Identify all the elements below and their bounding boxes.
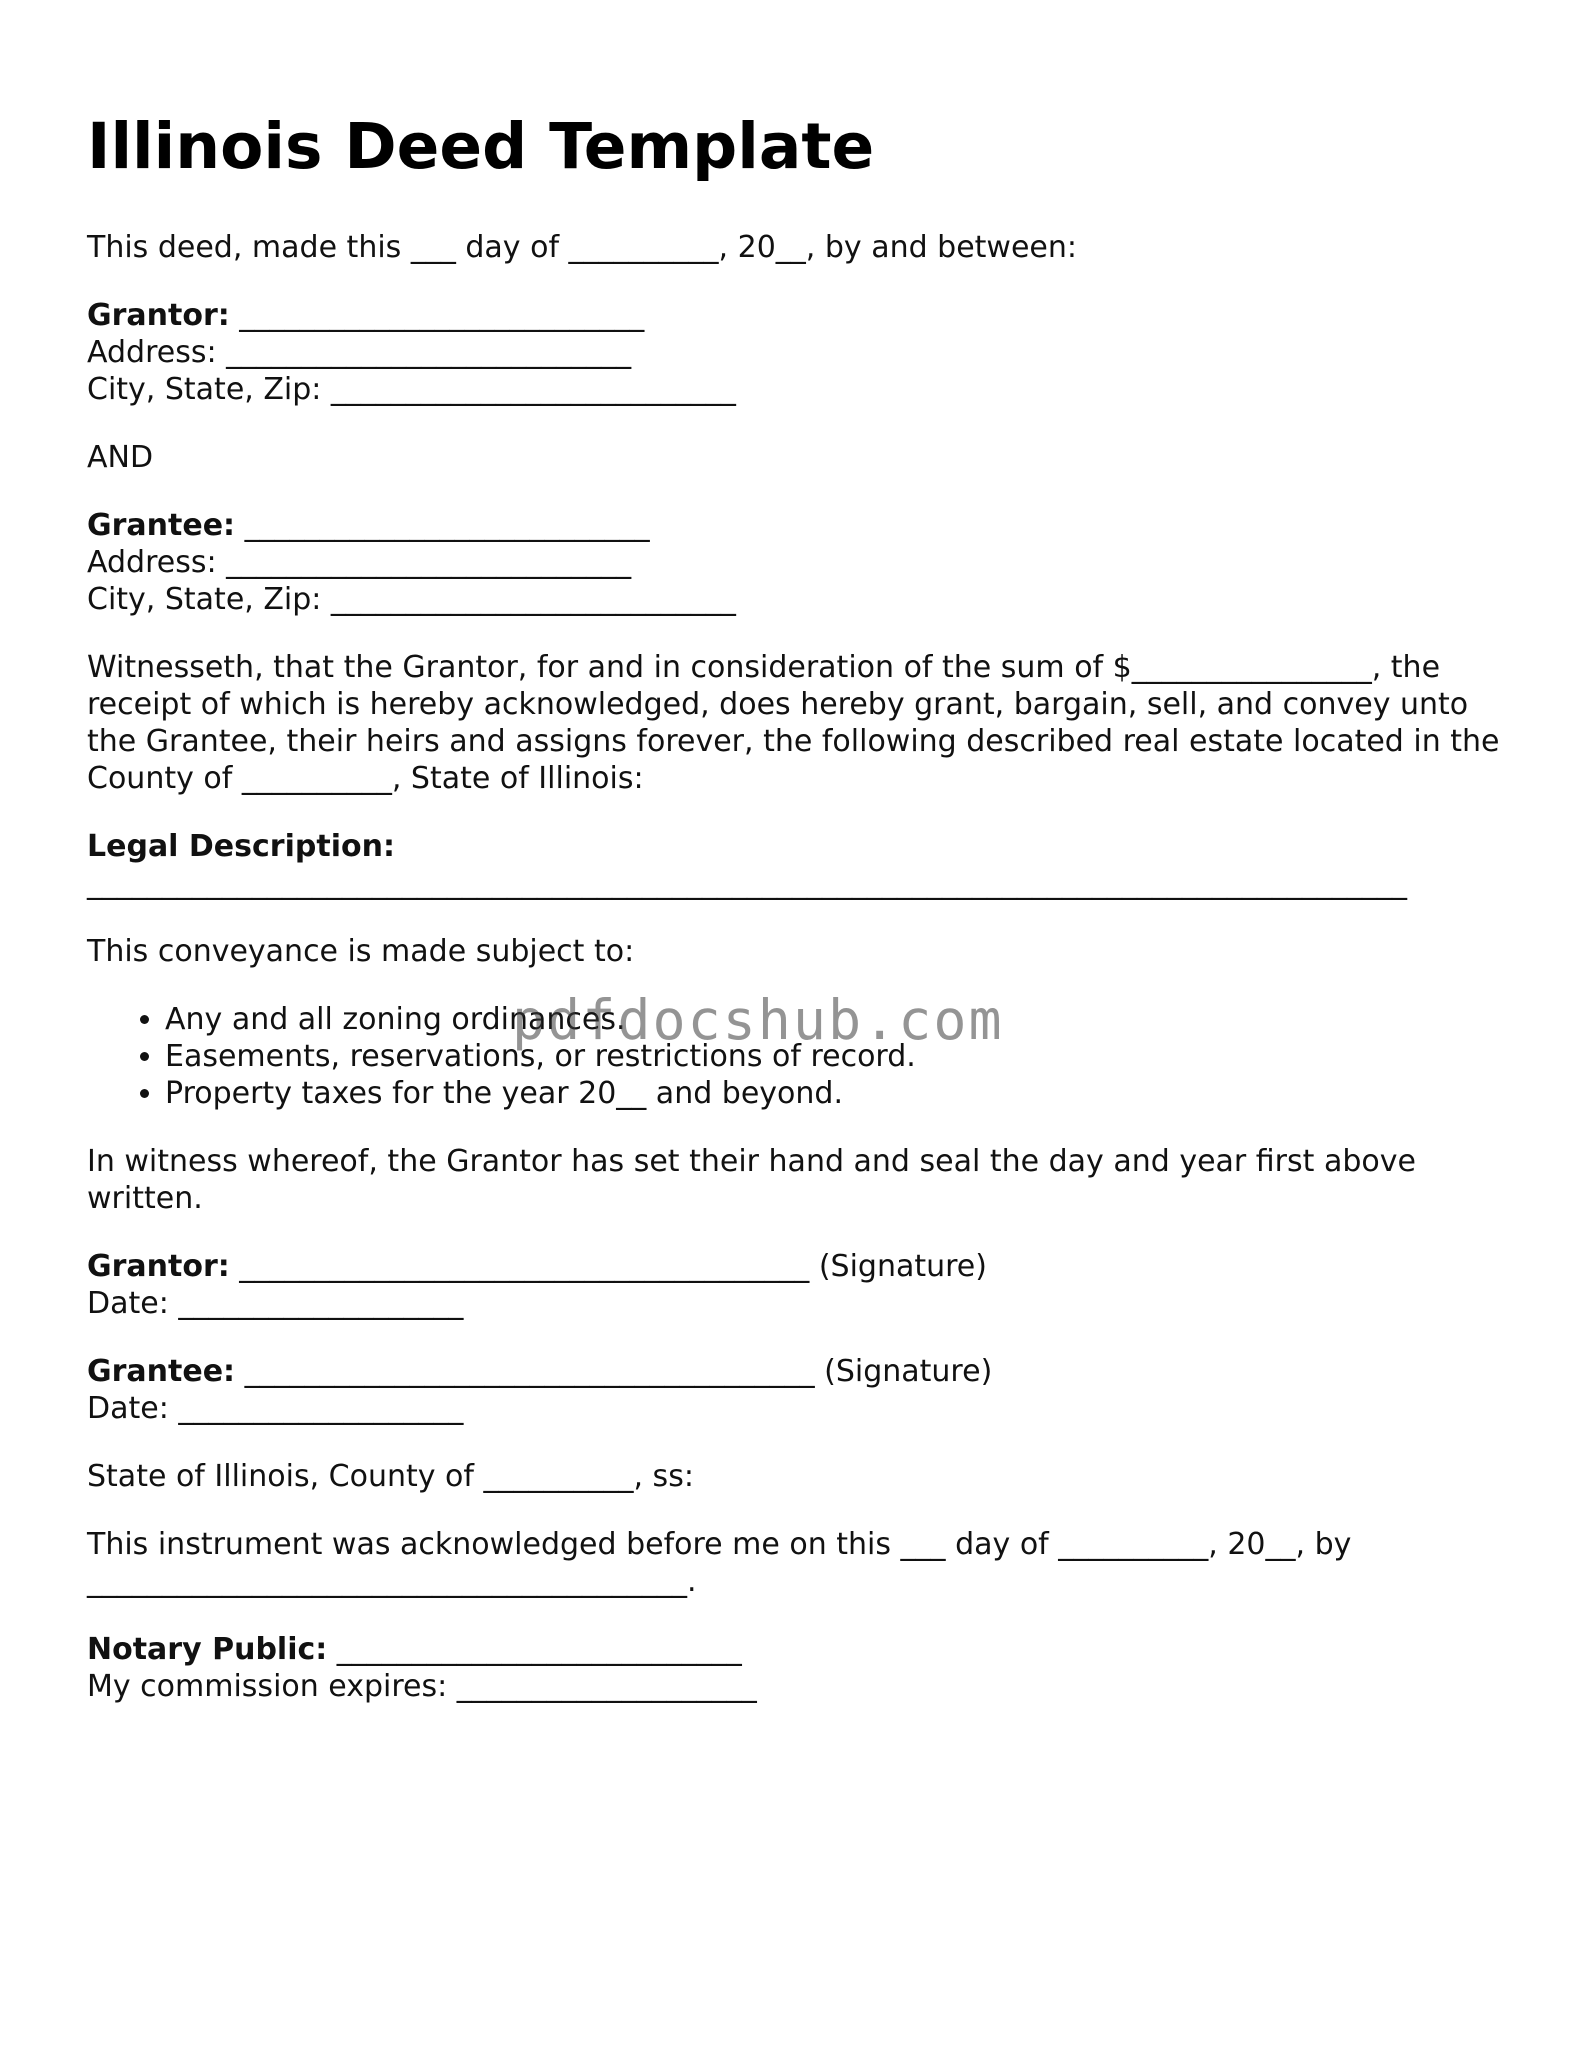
document-title: Illinois Deed Template — [87, 110, 875, 183]
grantee-line — [87, 507, 1507, 544]
deed-document — [87, 105, 1510, 1736]
condition-item: • Any and all zoning ordinances. — [165, 1001, 1507, 1038]
grantee-signature-blank: ______________________________________ (Signature) — [235, 1354, 993, 1389]
grantor-line — [87, 297, 1507, 334]
grantor-block — [87, 297, 1507, 408]
witnesseth-paragraph: Witnesseth, that the Grantor, for and in consideration of the sum of $________________, the receipt of which is hereby acknowledged, does hereby grant, bargain, sell, and convey unto the Grantee, their heirs and assigns forever, the following described real estate located in the County of __________, State of Illinois: — [87, 650, 1510, 796]
legal-description-block — [87, 828, 1507, 902]
grantor-blank: ___________________________ — [229, 298, 645, 333]
condition-item: • Property taxes for the year 20__ and beyond. — [165, 1075, 1507, 1112]
grantee-signature-block — [87, 1353, 1507, 1427]
in-witness-paragraph: In witness whereof, the Grantor has set their hand and seal the day and year first above written. — [87, 1144, 1426, 1216]
notary-blank: ___________________________ — [327, 1632, 742, 1667]
grantor-signature-blank: ______________________________________ (Signature) — [229, 1249, 987, 1284]
watermark: pdfdocshub.com — [512, 988, 1004, 1052]
condition-item: • Easements, reservations, or restrictions of record. — [165, 1038, 1507, 1075]
grantor-label: Grantor: — [87, 298, 230, 333]
grantor-signature-label: Grantor: — [87, 1249, 230, 1284]
notary-line — [87, 1631, 1507, 1668]
grantor-address: Address: ___________________________ — [87, 335, 632, 370]
legal-description-label: Legal Description: — [87, 829, 395, 864]
grantee-address: Address: ___________________________ — [87, 545, 632, 580]
grantor-signature-line — [87, 1248, 1507, 1285]
grantee-signature-line — [87, 1353, 1507, 1390]
grantor-city: City, State, Zip: ___________________________ — [87, 372, 736, 407]
grantee-signature-label: Grantee: — [87, 1354, 236, 1389]
conditions-list — [87, 1001, 1507, 1112]
notary-block — [87, 1631, 1507, 1705]
and-text: AND — [87, 440, 154, 475]
notary-label: Notary Public: — [87, 1632, 328, 1667]
intro-paragraph: This deed, made this ___ day of __________, 20__, by and between: — [87, 230, 1077, 265]
grantee-label: Grantee: — [87, 508, 236, 543]
grantor-signature-block — [87, 1248, 1507, 1322]
grantee-block — [87, 507, 1507, 618]
grantee-signature-date: Date: ___________________ — [87, 1391, 464, 1426]
conveyance-text: This conveyance is made subject to: — [87, 934, 635, 969]
state-county-line: State of Illinois, County of __________, ss: — [87, 1459, 694, 1494]
commission-expires: My commission expires: ____________________ — [87, 1669, 757, 1704]
grantee-blank: ___________________________ — [235, 508, 650, 543]
grantor-signature-date: Date: ___________________ — [87, 1286, 464, 1321]
grantee-city: City, State, Zip: ___________________________ — [87, 582, 736, 617]
legal-description-blank: ________________________________________________________________________________________ — [87, 866, 1407, 901]
acknowledgment-paragraph: This instrument was acknowledged before me on this ___ day of __________, 20__, by ________________________________________. — [87, 1527, 1361, 1599]
